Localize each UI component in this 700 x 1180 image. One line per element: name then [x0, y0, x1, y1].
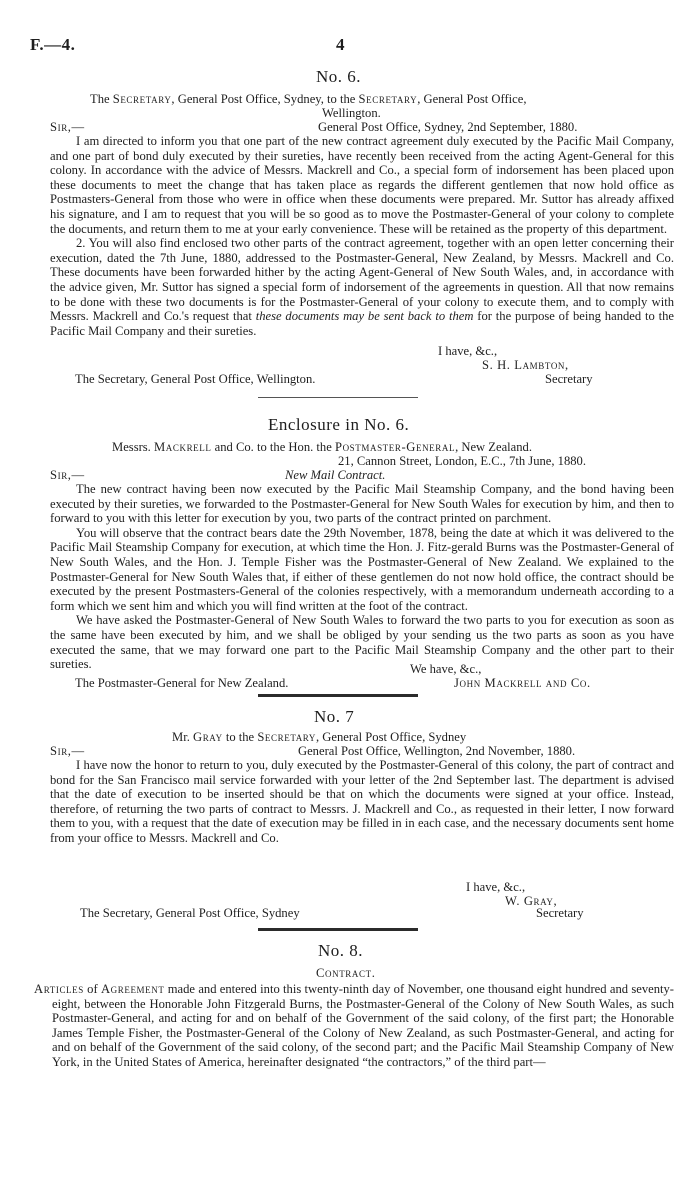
no7-from: Mr. Gray to the Secretary, General Post Office, Sydney: [172, 730, 467, 744]
no6-from-to-line2: Wellington.: [322, 106, 381, 120]
no6-closing: I have, &c.,: [438, 344, 498, 358]
no7-closing: I have, &c.,: [466, 880, 526, 894]
no7-signatory-title: Secretary: [536, 906, 584, 920]
section-divider: [258, 694, 418, 697]
no7-addressee: The Secretary, General Post Office, Sydney: [80, 906, 300, 920]
no7-signatory: W. Gray,: [505, 894, 558, 908]
no7-place-date: General Post Office, Wellington, 2nd November, 1880.: [298, 744, 576, 758]
enclosure6-subject: New Mail Contract.: [285, 468, 386, 482]
no6-body: [50, 134, 674, 338]
no6-place-date: General Post Office, Sydney, 2nd September, 1880.: [318, 120, 578, 134]
enclosure6-from: Messrs. Mackrell and Co. to the Hon. the Postmaster-General, New Zealand.: [112, 440, 533, 454]
enclosure6-salutation: Sir,—: [50, 468, 85, 482]
no8-articles: [34, 982, 674, 1070]
no6-addressee: The Secretary, General Post Office, Wellington.: [75, 372, 316, 386]
no6-title: No. 6.: [316, 67, 362, 86]
no6-para2: 2. You will also find enclosed two other parts of the contract agreement, together with an open letter concerning their execution, dated the 7th June, 1880, addressed to the Postmaster-General, New Zealand, by Messrs. Mackrell and Co. These documents have been forwarded hither by the acting Agent-General of New South Wales, and, in accordance with the advice given, Mr. Suttor has signed a special form of indorsement of the agreements in question. All that now remains to be done with these two documents is for the Postmaster-General of your colony to execute them, and to comply with Messrs. Mackrell and Co.'s request that these documents may be sent back to them for the purpose of being handed to the Pacific Mail Company and their sureties.: [50, 236, 675, 338]
no6-para1: I am directed to inform you that one part of the new contract agreement duly executed by the Pacific Mail Company, and one part of bond duly executed by their sureties, have recently been received from the acting Agent-General for this colony. In accordance with the advice of Messrs. Mackrell and Co., a special form of indorsement has been placed upon these documents to meet the change that has taken place as regards the different gentlemen that now hold office as Postmasters-General from those who were in office when these documents were prepared. Mr. Suttor has already affixed his signature, and I am to request that you will be so good as to move the Postmaster-General of your colony to complete the documents, and return them to me at your early convenience. These will be retained as the property of this department.: [50, 134, 674, 236]
enclosure6-address: 21, Cannon Street, London, E.C., 7th June, 1880.: [338, 454, 587, 468]
section-divider: [258, 928, 418, 931]
enclosure6-title: Enclosure in No. 6.: [268, 415, 410, 434]
enclosure6-addressee: The Postmaster-General for New Zealand.: [75, 676, 289, 690]
no7-title: No. 7: [314, 707, 355, 726]
no7-para1: I have now the honor to return to you, duly executed by the Postmaster-General of this colony, the part of contract and bond for the San Francisco mail service forwarded with your letter of the 2nd September last. The department is advised that the date of execution to be inserted should be that on which the documents were signed at your office. Instead, therefore, of returning the two parts of contract to Messrs. J. Mackrell and Co., as requested in their letter, I now forward them to you, with a request that the date of execution may be filled in in each case, and the necessary documents sent home from your office to Messrs. Mackrell and Co.: [50, 758, 674, 845]
no8-subtitle: Contract.: [316, 966, 376, 980]
no6-salutation: Sir,—: [50, 120, 85, 134]
no6-signatory-title: Secretary: [545, 372, 593, 386]
enclosure6-para3: We have asked the Postmaster-General of New South Wales to forward the two parts to you for execution as soon as the same have been executed by him, and we shall be obliged by your sending us the two parts as soon as you have executed the same, that we may forward one part to the Pacific Mail Steamship Company and the other part to their sureties.: [50, 613, 674, 672]
enclosure6-signatory: John Mackrell and Co.: [454, 676, 591, 690]
no8-title: No. 8.: [318, 941, 364, 960]
enclosure6-para1: The new contract having been now executed by the Pacific Mail Steamship Company, and the bond having been executed by their sureties, we forwarded to the Postmaster-General for New South Wales for execution by him, and then to forward to you with this letter for execution by you, two parts of the contract printed on parchment.: [50, 482, 674, 526]
enclosure6-body: [50, 482, 674, 672]
enclosure6-closing: We have, &c.,: [410, 662, 482, 676]
enclosure6-para2: You will observe that the contract bears date the 29th November, 1878, being the date at which it was delivered to the Pacific Mail Steamship Company for execution, at which time the Hon. J. Fitz-gerald Burns was the Postmaster-General of New South Wales, and the Hon. J. Temple Fisher was the Postmaster-General of New Zealand. We explained to the Postmaster-General for New South Wales that, if either of these gentlemen do not now hold office, the contract should be executed by the present Postmasters-General of the colonies respectively, with a memorandum underneath according to a form which we sent him and which you will find written at the foot of the contract.: [50, 525, 674, 613]
no7-body: [50, 758, 674, 846]
no6-from-to: The Secretary, General Post Office, Sydney, to the Secretary, General Post Office,: [90, 92, 527, 106]
page-code: F.—4.: [30, 35, 76, 54]
no7-salutation: Sir,—: [50, 744, 85, 758]
page-number: 4: [336, 35, 345, 54]
section-divider: [258, 397, 418, 398]
no6-signatory: S. H. Lambton,: [482, 358, 569, 372]
no8-articles-text: Articles of Agreement made and entered into this twenty-ninth day of November, one thousand eight hundred and seventy-eight, between the Honorable John Fitzgerald Burns, the Postmaster-General of the Colony of New South Wales, as such Postmaster-General, and acting for and on behalf of the Government of the said colony, of the first part; the Honorable James Temple Fisher, the Postmaster-General of the Colony of New Zealand, as such Postmaster-General, and acting for and on behalf of the Government of the said colony, of the second part; and the Pacific Mail Steamship Company of New York, in the United States of America, hereinafter designated “the contractors,” of the third part—: [34, 982, 674, 1069]
